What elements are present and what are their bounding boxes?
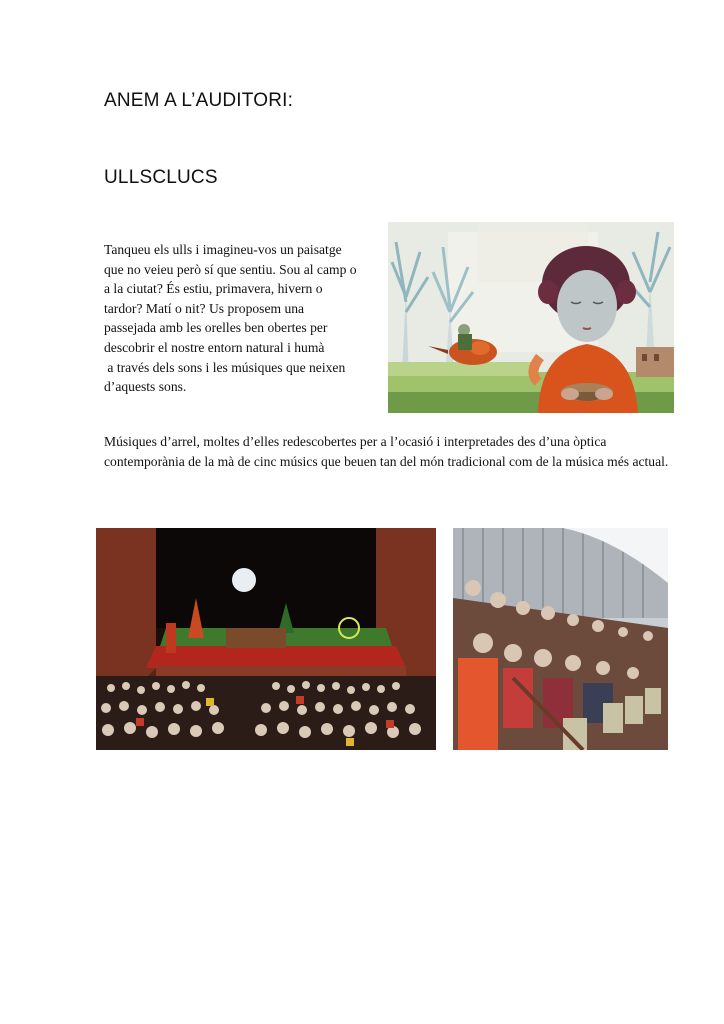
intro-line: a través dels sons i les músiques que neixen <box>104 359 346 375</box>
intro-line: tardor? Matí o nit? Us proposem una <box>104 300 305 316</box>
intro-paragraph <box>104 240 374 397</box>
description-paragraph: Músiques d’arrel, moltes d’elles redescobertes per a l’ocasió i interpretades des d’una òptica contemporània de la mà de cinc músics que beuen tan del món tradicional com de la música més actual. <box>104 434 669 469</box>
intro-line: descobrir el nostre entorn natural i humà <box>104 339 325 355</box>
intro-line: d’aquests sons. <box>104 379 187 395</box>
illustration-image <box>388 222 674 413</box>
intro-line: passejada amb les orelles ben obertes per <box>104 320 328 336</box>
audience-photo <box>453 528 668 750</box>
intro-line: a la ciutat? És estiu, primavera, hivern o <box>104 281 323 297</box>
intro-line: que no veieu però sí que sentiu. Sou al camp o <box>104 261 357 277</box>
intro-line: Tanqueu els ulls i imagineu-vos un paisatge <box>104 242 342 257</box>
section-heading: ANEM A L’AUDITORI: <box>104 90 294 111</box>
auditorium-photo <box>96 528 436 750</box>
show-title: ULLSCLUCS <box>104 167 218 188</box>
